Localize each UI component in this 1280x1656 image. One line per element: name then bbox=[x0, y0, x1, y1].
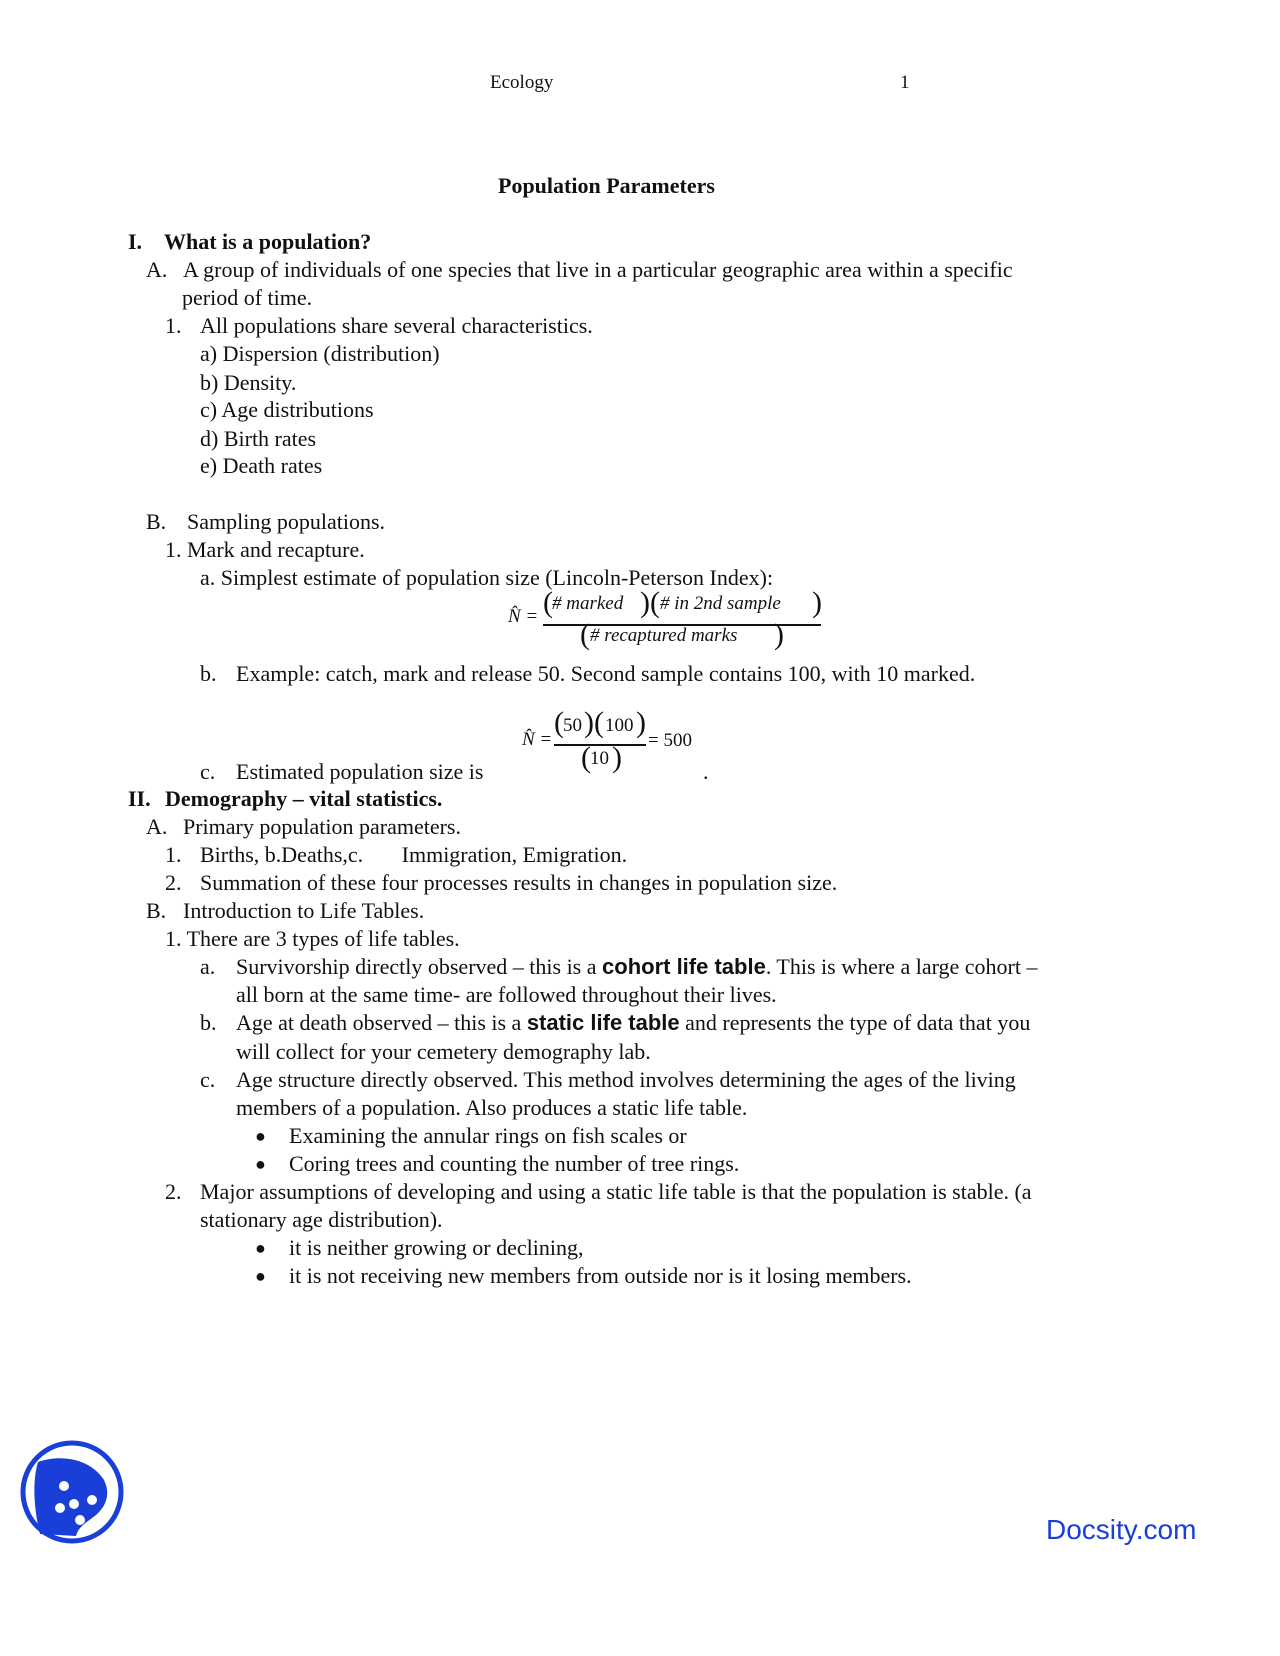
section-1-heading: What is a population? bbox=[164, 229, 372, 254]
list-item: d) Birth rates bbox=[200, 426, 317, 451]
list-item: b) Density. bbox=[200, 370, 297, 395]
formula-paren: ( bbox=[580, 618, 590, 651]
list-item: it is not receiving new members from outside nor is it losing members. bbox=[289, 1263, 912, 1288]
example-n2: 100 bbox=[605, 715, 634, 736]
document-title: Population Parameters bbox=[498, 173, 715, 198]
s2-b-text: Introduction to Life Tables. bbox=[183, 898, 425, 923]
example-result: = 500 bbox=[648, 730, 692, 751]
s2-a1-text: Births, b.Deaths,c. Immigration, Emigration. bbox=[200, 842, 628, 867]
s2-a-mark: A. bbox=[146, 814, 168, 839]
s2-b-c-line2: members of a population. Also produces a static life table. bbox=[236, 1095, 748, 1120]
s2-a-text: Primary population parameters. bbox=[183, 814, 461, 839]
s1-1-text: All populations share several characteristics. bbox=[200, 313, 593, 338]
s2-a2-text: Summation of these four processes results in changes in population size. bbox=[200, 870, 838, 895]
example-denominator: 10 bbox=[590, 748, 609, 769]
formula-paren: ) bbox=[812, 586, 822, 619]
bullet-icon: ● bbox=[255, 1238, 266, 1258]
example-n1: 50 bbox=[563, 715, 582, 736]
docsity-logo-icon bbox=[20, 1440, 124, 1544]
s2-b-1: 1. There are 3 types of life tables. bbox=[165, 926, 460, 951]
section-2-heading: Demography – vital statistics. bbox=[165, 786, 443, 811]
formula-paren: ( bbox=[581, 741, 591, 774]
s1-b-mark: B. bbox=[146, 509, 167, 534]
fraction-bar bbox=[554, 744, 646, 746]
page-number: 1 bbox=[900, 72, 910, 93]
s1-a-line2: period of time. bbox=[182, 285, 313, 310]
s2-b-mark: B. bbox=[146, 898, 167, 923]
term-static-life-table: static life table bbox=[526, 1010, 680, 1035]
running-header-title: Ecology bbox=[490, 72, 554, 93]
s2-b-c-line1: Age structure directly observed. This method involves determining the ages of the living bbox=[236, 1067, 1016, 1092]
formula-numerator-2: # in 2nd sample bbox=[660, 593, 781, 614]
s1-b-b-text: Example: catch, mark and release 50. Second sample contains 100, with 10 marked. bbox=[236, 661, 976, 686]
list-item: e) Death rates bbox=[200, 453, 323, 478]
formula-numerator-1: # marked bbox=[552, 593, 624, 614]
s1-a-mark: A. bbox=[146, 257, 168, 282]
s1-b-b-mark: b. bbox=[200, 661, 217, 686]
docsity-brand-link[interactable]: Docsity.com bbox=[1046, 1514, 1197, 1545]
formula-denominator: # recaptured marks bbox=[590, 625, 738, 646]
formula-paren: ( bbox=[543, 586, 553, 619]
s2-a2-mark: 2. bbox=[165, 870, 182, 895]
s2-a1-mark: 1. bbox=[165, 842, 182, 867]
list-item: c) Age distributions bbox=[200, 397, 374, 422]
s1-b-text: Sampling populations. bbox=[187, 509, 385, 534]
formula-paren: ( bbox=[554, 706, 564, 739]
formula-paren: ) bbox=[774, 618, 784, 651]
list-item: Coring trees and counting the number of tree rings. bbox=[289, 1151, 740, 1176]
s1-a-line1: A group of individuals of one species that live in a particular geographic area within a specific bbox=[183, 257, 1013, 282]
bullet-icon: ● bbox=[255, 1154, 266, 1174]
s2-b-a-line2: all born at the same time- are followed throughout their lives. bbox=[236, 982, 777, 1007]
s2-2-mark: 2. bbox=[165, 1179, 182, 1204]
section-1-number: I. bbox=[128, 229, 143, 254]
section-2-number: II. bbox=[128, 786, 151, 811]
formula-lhs: N̂ = bbox=[508, 606, 539, 627]
s2-b-b-mark: b. bbox=[200, 1010, 217, 1035]
s2-b-a-line1: Survivorship directly observed – this is a cohort life table. This is where a large cohort – bbox=[236, 954, 1038, 979]
s2-b-b-line1: Age at death observed – this is a static life table and represents the type of data that you bbox=[236, 1010, 1031, 1035]
example-lhs: N̂ = bbox=[522, 729, 553, 750]
s1-b-a: a. Simplest estimate of population size (Lincoln-Peterson Index): bbox=[200, 565, 774, 590]
list-item: it is neither growing or declining, bbox=[289, 1235, 584, 1260]
s2-b-a-mark: a. bbox=[200, 954, 216, 979]
s1-1-mark: 1. bbox=[165, 313, 182, 338]
bullet-icon: ● bbox=[255, 1126, 266, 1146]
formula-paren: )( bbox=[640, 586, 660, 619]
s2-b-c-mark: c. bbox=[200, 1067, 216, 1092]
s2-b-b-line2: will collect for your cemetery demography lab. bbox=[236, 1039, 651, 1064]
list-item: a) Dispersion (distribution) bbox=[200, 341, 440, 366]
s1-b-1: 1. Mark and recapture. bbox=[165, 537, 365, 562]
formula-paren: ) bbox=[612, 741, 622, 774]
bullet-icon: ● bbox=[255, 1266, 266, 1286]
s2-2-line1: Major assumptions of developing and using a static life table is that the population is stable. (a bbox=[200, 1179, 1032, 1204]
list-item: Examining the annular rings on fish scales or bbox=[289, 1123, 687, 1148]
s1-b-c-text: Estimated population size is bbox=[236, 759, 484, 784]
s1-b-c-end: . bbox=[703, 759, 709, 784]
formula-paren: )( bbox=[584, 706, 604, 739]
s2-2-line2: stationary age distribution). bbox=[200, 1207, 443, 1232]
formula-paren: ) bbox=[636, 706, 646, 739]
s1-b-c-mark: c. bbox=[200, 759, 216, 784]
term-cohort-life-table: cohort life table bbox=[602, 954, 766, 979]
